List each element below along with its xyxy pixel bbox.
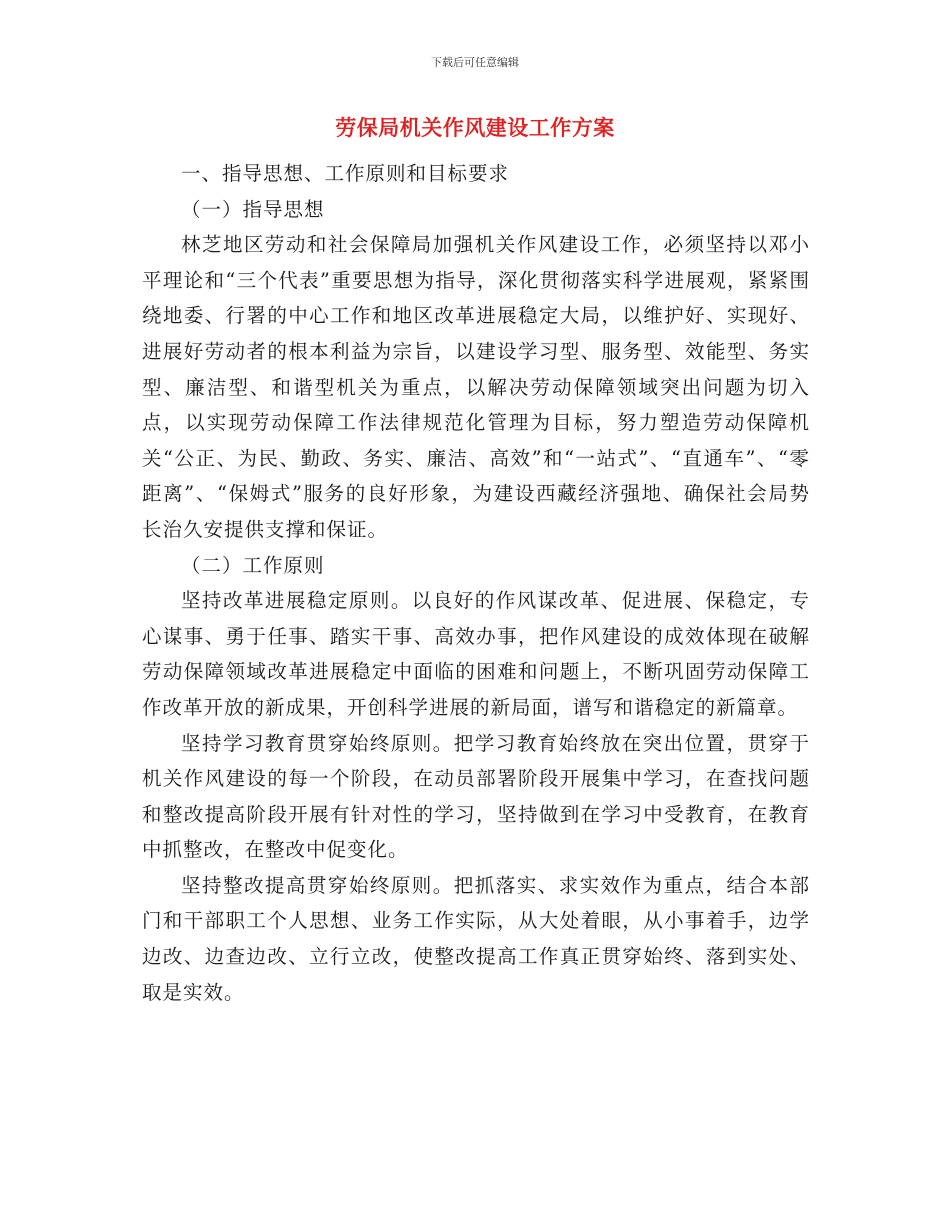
document-title: 劳保局机关作风建设工作方案 <box>335 116 615 140</box>
header-note: 下载后可任意编辑 <box>431 56 519 69</box>
subsection-heading-principles: （二）工作原则 <box>181 553 325 577</box>
paragraph-principle-reform: 坚持改革进展稳定原则。以良好的作风谋改革、促进展、保稳定，专心谋事、勇于任事、踏实干事、高效办事，把作风建设的成效体现在破解劳动保障领域改革进展稳定中面临的困难和问题上，不断巩固劳动保障工作改革开放的新成果，开创科学进展的新局面，谱写和谐稳定的新篇章。 <box>142 589 810 719</box>
document-body <box>142 156 810 1010</box>
paragraph-guiding-ideology: 林芝地区劳动和社会保障局加强机关作风建设工作，必须坚持以邓小平理论和“三个代表”重要思想为指导，深化贯彻落实科学进展观，紧紧围绕地委、行署的中心工作和地区改革进展稳定大局，以维护好、实现好、进展好劳动者的根本利益为宗旨，以建设学习型、服务型、效能型、务实型、廉洁型、和谐型机关为重点，以解决劳动保障领域突出问题为切入点，以实现劳动保障工作法律规范化管理为目标，努力塑造劳动保障机关“公正、为民、勤政、务实、廉洁、高效”和“一站式”、“直通车”、“零距离”、“保姆式”服务的良好形象，为建设西藏经济强地、确保社会局势长治久安提供支撑和保证。 <box>142 233 810 541</box>
section-heading-1: 一、指导思想、工作原则和目标要求 <box>181 162 510 185</box>
paragraph-principle-rectification: 坚持整改提高贯穿始终原则。把抓落实、求实效作为重点，结合本部门和干部职工个人思想、业务工作实际，从大处着眼，从小事着手，边学边改、边查边改、立行立改，使整改提高工作真正贯穿始终、落到实处、取是实效。 <box>142 873 810 1004</box>
subsection-heading-guiding: （一）指导思想 <box>181 197 325 221</box>
paragraph-principle-learning: 坚持学习教育贯穿始终原则。把学习教育始终放在突出位置，贯穿于机关作风建设的每一个阶段，在动员部署阶段开展集中学习，在查找问题和整改提高阶段开展有针对性的学习，坚持做到在学习中受教育，在教育中抓整改，在整改中促变化。 <box>142 731 810 862</box>
